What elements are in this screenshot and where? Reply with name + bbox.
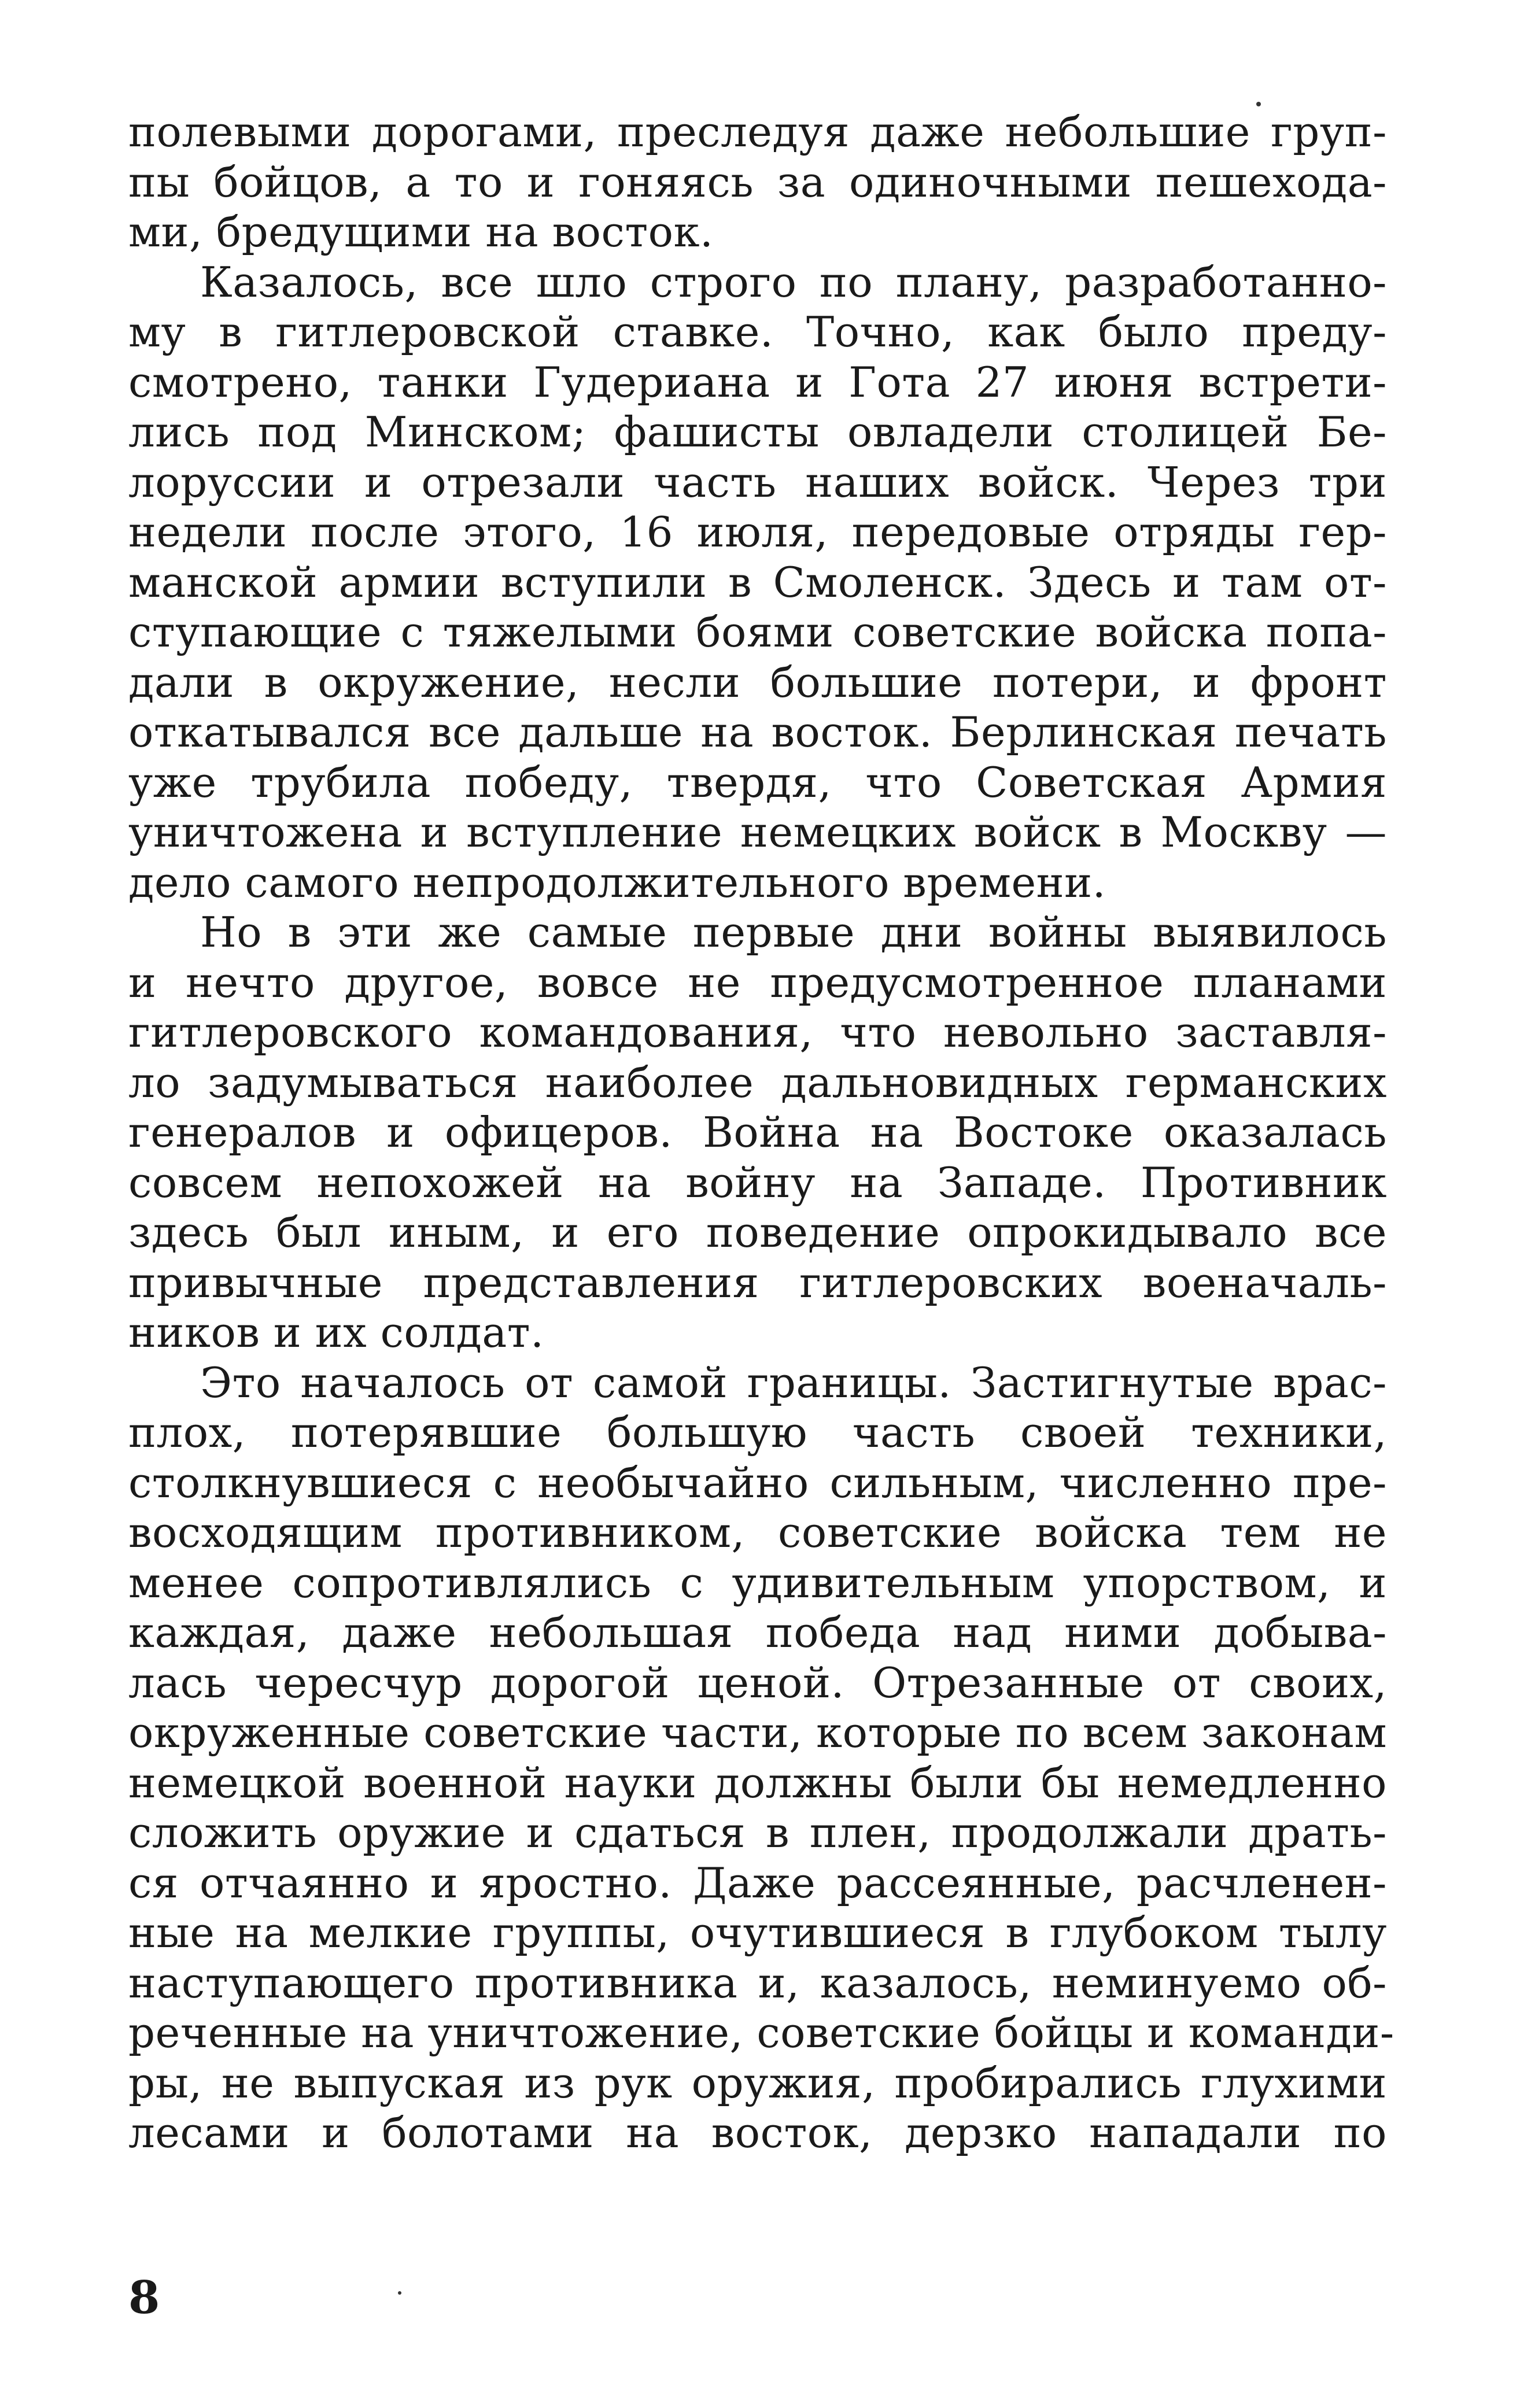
page-number: 8 — [128, 2272, 160, 2324]
text-line: полевыми дорогами, преследуя даже небольшие груп- — [128, 108, 1387, 156]
text-line: и нечто другое, вовсе не предусмотренное планами — [128, 958, 1387, 1007]
text-line: дали в окружение, несли большие потери, и фронт — [128, 658, 1387, 707]
print-speck — [1256, 102, 1261, 106]
text-line: ные на мелкие группы, очутившиеся в глубоком тылу — [128, 1908, 1387, 1957]
text-line: окруженные советские части, которые по всем законам — [128, 1708, 1387, 1757]
text-line: пы бойцов, а то и гоняясь за одиночными пешехода- — [128, 157, 1387, 206]
text-line: менее сопротивлялись с удивительным упорством, и — [128, 1558, 1387, 1607]
print-speck — [398, 2291, 401, 2295]
text-line: восходящим противником, советские войска тем не — [128, 1508, 1387, 1557]
text-line: уничтожена и вступление немецких войск в Москву — — [128, 808, 1387, 856]
text-line: немецкой военной науки должны были бы немедленно — [128, 1758, 1387, 1807]
text-line: манской армии вступили в Смоленск. Здесь и там от- — [128, 557, 1387, 607]
text-line: ры, не выпуская из рук оружия, пробирались глухими — [128, 2058, 1387, 2107]
text-line: ся отчаянно и яростно. Даже рассеянные, расчленен- — [128, 1858, 1387, 1907]
text-line: привычные представления гитлеровских военачаль- — [128, 1258, 1387, 1307]
text-line: му в гитлеровской ставке. Точно, как было преду- — [128, 308, 1387, 356]
text-line: лесами и болотами на восток, дерзко нападали по — [128, 2108, 1387, 2157]
text-line: наступающего противника и, казалось, неминуемо об- — [128, 1958, 1387, 2007]
text-line: здесь был иным, и его поведение опрокидывало все — [128, 1208, 1387, 1257]
text-line: плох, потерявшие большую часть своей техники, — [128, 1408, 1387, 1457]
text-line: совсем непохожей на войну на Западе. Противник — [128, 1158, 1387, 1207]
text-line: сложить оружие и сдаться в плен, продолжали драть- — [128, 1808, 1387, 1857]
text-line: уже трубила победу, твердя, что Советская Армия — [128, 758, 1387, 807]
body-text — [128, 107, 1394, 2158]
text-line: Но в эти же самые первые дни войны выявилось — [200, 908, 1387, 956]
text-line: ступающие с тяжелыми боями советские войска попа- — [128, 608, 1387, 656]
text-line: лоруссии и отрезали часть наших войск. Через три — [128, 457, 1387, 507]
text-line: гитлеровского командования, что невольно заставля- — [128, 1008, 1387, 1057]
text-line: ло задумываться наиболее дальновидных германских — [128, 1058, 1387, 1107]
text-line: недели после этого, 16 июля, передовые отряды гер- — [128, 508, 1387, 556]
text-line: ми, бредущими на восток. — [128, 208, 714, 256]
text-line: каждая, даже небольшая победа над ними добыва- — [128, 1608, 1387, 1657]
text-line: ников и их солдат. — [128, 1308, 544, 1357]
text-line: лась чересчур дорогой ценой. Отрезанные от своих, — [128, 1658, 1387, 1707]
text-line: откатывался все дальше на восток. Берлинская печать — [128, 708, 1387, 756]
text-line: Казалось, все шло строго по плану, разработанно- — [200, 257, 1387, 306]
text-line: смотрено, танки Гудериана и Гота 27 июня встрети- — [128, 357, 1387, 407]
text-line: дело самого непродолжительного времени. — [128, 858, 1106, 907]
text-line: столкнувшиеся с необычайно сильным, численно пре- — [128, 1458, 1387, 1507]
text-line: Это началось от самой границы. Застигнутые врас- — [200, 1358, 1387, 1407]
text-line: лись под Минском; фашисты овладели столицей Бе- — [128, 408, 1387, 456]
text-line: генералов и офицеров. Война на Востоке оказалась — [128, 1108, 1387, 1157]
text-line: реченные на уничтожение, советские бойцы и команди- — [128, 2008, 1394, 2057]
